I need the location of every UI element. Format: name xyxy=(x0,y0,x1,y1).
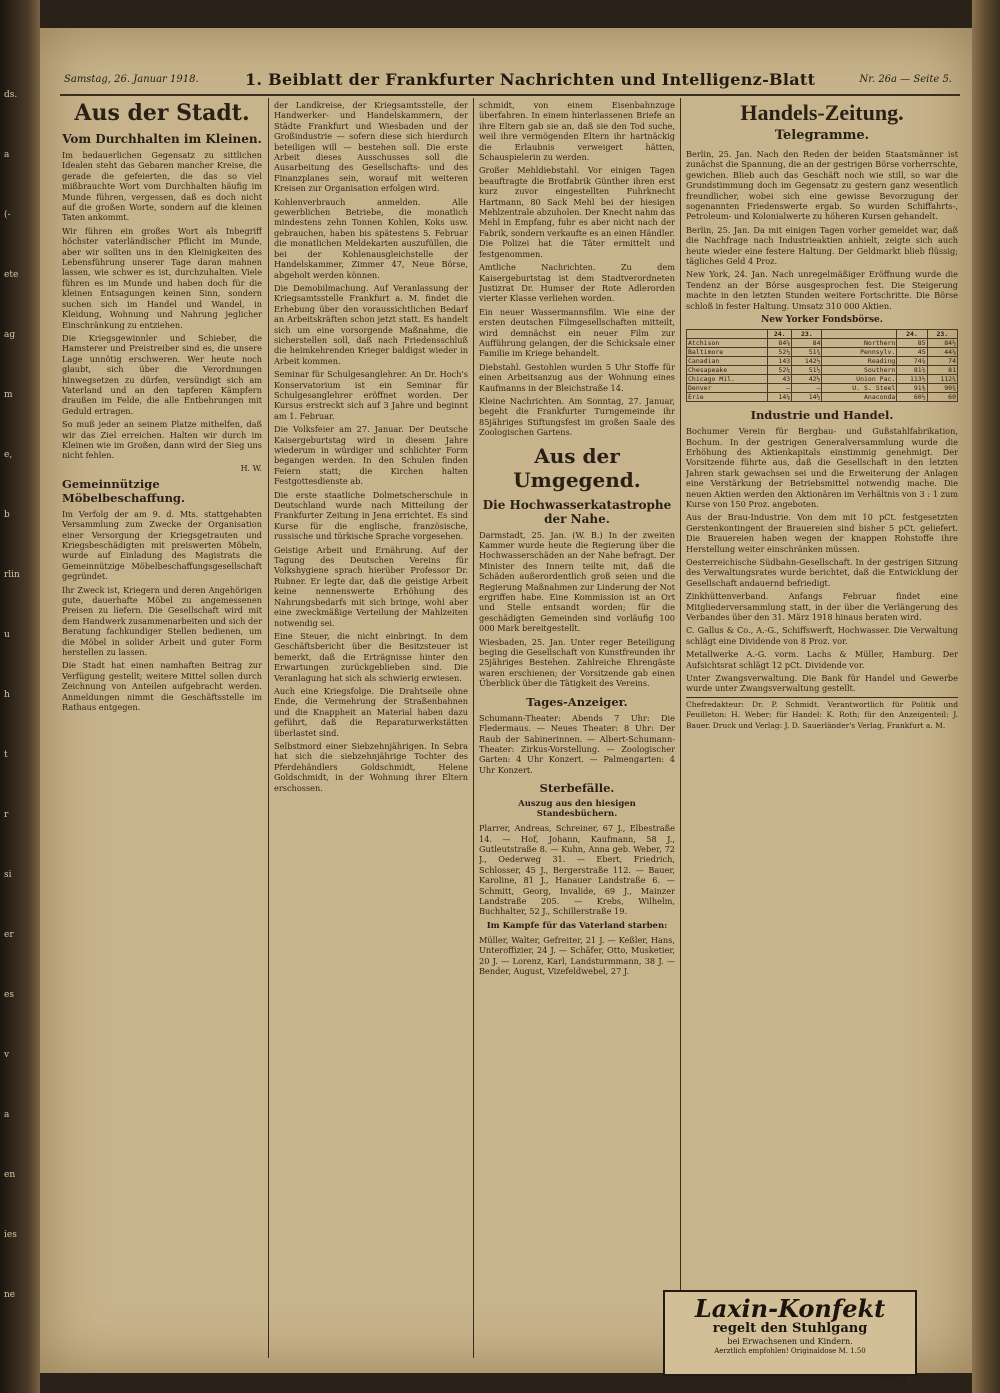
article-title: Vom Durchhalten im Kleinen. xyxy=(62,132,262,146)
article-paragraph: Diebstahl. Gestohlen wurden 5 Uhr Stoffe für einen Arbeitsanzug aus der Wohnung eines Kaufmanns in der Bleichstraße 14. xyxy=(479,361,675,393)
table-cell: Anaconda xyxy=(822,393,897,402)
gutter-fragment: b xyxy=(4,510,10,520)
table-cell: 91⅜ xyxy=(897,384,927,393)
table-cell: Union Pac. xyxy=(822,375,897,384)
gutter-fragment: v xyxy=(4,1050,10,1060)
article-paragraph: Zinkhüttenverband. Anfangs Februar findet eine Mitgliederversammlung statt, in der über die Verlängerung des Verbandes über den 31. März 1918 hinaus beraten wird. xyxy=(686,591,958,622)
table-header-cell xyxy=(687,330,768,339)
column-4 xyxy=(686,100,958,1310)
column-rule xyxy=(473,98,474,1358)
gutter-fragment: ag xyxy=(4,330,16,340)
article-paragraph: Die Stadt hat einen namhaften Beitrag zur Verfügung gestellt; weitere Mittel sollen durch Zeichnung von Anteilen aufgebracht werden. Anmeldungen nimmt die Geschäftsstelle im Rathaus entgegen. xyxy=(62,660,262,713)
section-title: Aus der Umgegend. xyxy=(513,443,641,492)
table-cell: Chicago Mil. xyxy=(687,375,768,384)
gutter-fragment: ies xyxy=(4,1230,17,1240)
binding-gutter xyxy=(0,0,40,1393)
table-cell: 44⅞ xyxy=(927,348,957,357)
listing-text: Plarrer, Andreas, Schreiner, 67 J., Elbestraße 14. — Hof, Johann, Kaufmann, 58 J., Gutleutstraße 8. — Kuhn, Anna geb. Weber, 72 J., Oederweg 31. — Ebert, Friedrich, Schlosser, 45 J., Bergerstraße 112. — Bauer, Karoline, 81 J., Hanauer Landstraße 6. — Schmitt, Georg, Invalide, 69 J., Mainzer Landstraße 205. — Krebs, Wilhelm, Buchhalter, 52 J., Schillerstraße 19. xyxy=(479,823,675,917)
section-title: Industrie und Handel. xyxy=(750,408,894,423)
table-header-row xyxy=(687,330,958,339)
gutter-fragment: ne xyxy=(4,1290,16,1300)
table-cell: — xyxy=(792,384,822,393)
gutter-fragment: u xyxy=(4,630,10,640)
page-header xyxy=(60,70,960,92)
table-cell: 52½ xyxy=(768,348,792,357)
gutter-fragment: rlin xyxy=(4,570,20,580)
table-header-cell: 24. xyxy=(897,330,927,339)
table-row xyxy=(687,375,958,384)
ad-text: Aerztlich empfohlen! Originaldose M. 1.50 xyxy=(714,1347,866,1355)
gutter-fragment: ds. xyxy=(4,90,18,100)
table-cell: 90¾ xyxy=(927,384,957,393)
table-cell: 51½ xyxy=(792,366,822,375)
table-header-cell xyxy=(822,330,897,339)
section-title: Aus der Stadt. xyxy=(74,100,250,126)
table-cell: U. S. Steel xyxy=(822,384,897,393)
page-edge xyxy=(972,0,1000,1393)
listing-text: Schumann-Theater: Abends 7 Uhr: Die Fledermaus. — Neues Theater: 8 Uhr: Der Raub der Sabinerinnen. — Albert-Schumann-Theater: Zirkus-Vorstellung. — Zoologischer Garten: 4 Uhr Konzert. — Palmengarten: 4 Uhr Konzert. xyxy=(479,712,675,775)
table-cell: 113½ xyxy=(897,375,927,384)
table-cell: 14½ xyxy=(792,393,822,402)
table-cell: 81 xyxy=(927,366,957,375)
table-row xyxy=(687,348,958,357)
gutter-fragment: (- xyxy=(4,210,11,220)
table-cell: 85 xyxy=(897,339,927,348)
table-row xyxy=(687,339,958,348)
article-paragraph: Wiesbaden, 25. Jan. Unter reger Beteiligung beging die Gesellschaft von Kunstfreunden ihr 25jähriges Bestehen. Zahlreiche Ehrengäste waren erschienen; der Vorsitzende gab einen Überblick über die Tätigkeit des Vereins. xyxy=(479,636,675,689)
newspaper-page xyxy=(40,28,972,1373)
article-paragraph: Die Volksfeier am 27. Januar. Der Deutsche Kaisergeburtstag wird in diesem Jahre wiederum in würdiger und schlichter Form begangen werden. In den Schulen finden Feiern statt; die Kirchen halten Festgottesdienste ab. xyxy=(274,424,468,487)
article-paragraph: der Landkreise, der Kriegsamtsstelle, der Handwerker- und Handelskammern, der Städte Frankfurt und Wiesbaden und der Großindustrie — sofern diese sich hierdurch beteiligen will — bestehen soll. Die erste Arbeit dieses Ausschusses soll die Ausarbeitung des Gesellschafts- und des Finanzplanes sein, worauf mit weiteren Kreisen zur Organisation erfolgen wird. xyxy=(274,100,468,194)
article-paragraph: Oesterreichische Südbahn-Gesellschaft. In der gestrigen Sitzung des Verwaltungsrates wurde berichtet, daß die Entwicklung der Gesellschaft andauernd befriedigt. xyxy=(686,556,958,588)
article-paragraph: Darmstadt, 25. Jan. (W. B.) In der zweiten Kammer wurde heute die Regierung über die Hochwasserschäden an der Nahe befragt. Der Minister des Innern teilte mit, daß die Schäden außerordentlich groß seien und die Regierung Maßnahmen zur Linderung der Not ergriffen habe. Eine Kommission ist an Ort und Stelle entsandt worden; für die geschädigten Gemeinden sind vorläufig 100 000 Mark bereitgestellt. xyxy=(479,529,675,634)
gutter-fragment: es xyxy=(4,990,14,1000)
table-cell: Erie xyxy=(687,393,768,402)
gutter-fragment: er xyxy=(4,930,14,940)
section-title: Handels-Zeitung. xyxy=(740,100,904,125)
article-paragraph: Geistige Arbeit und Ernährung. Auf der Tagung des Deutschen Vereins für Volkshygiene sprach hierüber Professor Dr. Rubner. Er legte dar, daß die geistige Arbeit keine nennenswerte Erhöhung des Nahrungsbedarfs mit sich bringe, wohl aber eine zweckmäßige Verteilung der Mahlzeiten notwendig sei. xyxy=(274,544,468,628)
column-2 xyxy=(274,100,468,1360)
table-cell: 14⅞ xyxy=(768,393,792,402)
table-body xyxy=(687,339,958,402)
table-cell: 74 xyxy=(927,357,957,366)
gutter-fragment: h xyxy=(4,690,10,700)
table-cell: 60 xyxy=(927,393,957,402)
ad-brand: Laxin-Konfekt xyxy=(694,1294,886,1323)
table-cell: Chesapeake xyxy=(687,366,768,375)
article-paragraph: New York, 24. Jan. Nach unregelmäßiger Eröffnung wurde die Tendenz an der Börse ausgesprochen fest. Die Steigerung machte in den letzten Stunden weitere Fortschritte. Die Börse schloß in fester Haltung. Umsatz 310 000 Aktien. xyxy=(686,269,958,311)
ad-text: bei Erwachsenen und Kindern. xyxy=(727,1337,853,1346)
table-cell: Reading xyxy=(822,357,897,366)
article-title: Die Hochwasserkatastrophe der Nahe. xyxy=(482,497,672,526)
table-cell: — xyxy=(768,384,792,393)
header-title: 1. Beiblatt der Frankfurter Nachrichten und Intelligenz-Blatt xyxy=(245,70,816,89)
imprint: Chefredakteur: Dr. P. Schmidt. Verantwortlich für Politik und Feuilleton: H. Weber; für Handel: K. Roth; für den Anzeigenteil: J. Bauer. Druck und Verlag: J. D. Sauerländer's Verlag, Frankfurt a. M. xyxy=(686,697,958,731)
table-row xyxy=(687,393,958,402)
gutter-fragment: en xyxy=(4,1170,16,1180)
article-paragraph: Aus der Brau-Industrie. Von dem mit 10 pCt. festgesetzten Gerstenkontingent der Brauereien sind bisher 5 pCt. geliefert. Die Brauereien haben wegen der knappen Rohstoffe ihre Herstellung weiter einschränken müssen. xyxy=(686,512,958,554)
gutter-fragment: t xyxy=(4,750,8,760)
table-cell: Denver xyxy=(687,384,768,393)
header-page-number: Nr. 26a — Seite 5. xyxy=(859,74,952,85)
table-cell: Baltimore xyxy=(687,348,768,357)
article-paragraph: Großer Mehldiebstahl. Vor einigen Tagen beauftragte die Brotfabrik Günther ihren erst kurz zuvor eingestellten Fuhrknecht Hartmann, 80 Sack Mehl bei der hiesigen Mehlzentrale abzuholen. Der Knecht nahm das Mehl in Empfang, fuhr es aber nicht nach der Fabrik, sondern verkaufte es an einen Händler. Die Polizei hat die Täter ermittelt und festgenommen. xyxy=(479,165,675,259)
article-paragraph: Amtliche Nachrichten. Zu dem Kaisergeburtstag ist dem Stadtverordneten Justizrat Dr. Humser der Rote Adlerorden vierter Klasse verliehen worden. xyxy=(479,262,675,304)
article-paragraph: Wir führen ein großes Wort als Inbegriff höchster vaterländischer Pflicht im Munde, aber wir sollten uns in den Kleinigkeiten des Lebensführung unserer Tage daran mahnen lassen, wie schwer es ist, durchzuhalten. Viele führen es im Munde und haben doch für die kleinen Entsagungen keinen Sinn, sondern suchen sich im Handel und Wandel, in Kleidung, Wohnung und Nahrung jeglicher Einschränkung zu entziehen. xyxy=(62,225,262,330)
listing-text: Müller, Walter, Gefreiter, 21 J. — Keßler, Hans, Unteroffizier, 24 J. — Schäfer, Otto, Musketier, 20 J. — Lorenz, Karl, Landsturmmann, 38 J. — Bender, August, Vizefeldwebel, 27 J. xyxy=(479,934,675,976)
gutter-fragment: a xyxy=(4,150,10,160)
article-paragraph: Die Kriegsgewinnler und Schieber, die Hamsterer und Preistreiber sind es, die unsere Lage unnötig erschweren. Wer heute noch glaubt, sich über die Verordnungen hinwegsetzen zu dürfen, versündigt sich am Vaterland und an den tapferen Kämpfern draußen im Felde, die alle Entbehrungen mit Geduld ertragen. xyxy=(62,332,262,416)
article-paragraph: Berlin, 25. Jan. Nach den Reden der beiden Staatsmänner ist zunächst die Spannung, die an der gestrigen Börse vorherrschte, gewichen. Blieb auch das Geschäft noch wie still, so war die Grundstimmung doch im Gegensatz zu gestern ganz wesentlich freundlicher, wobei sich eine gewisse Bevorzugung der sogenannten Friedenswerte ergab. So wurden Schiffahrts-, Petroleum- und Kolonialwerte zu höheren Kursen gehandelt. xyxy=(686,149,958,222)
table-cell: 143 xyxy=(768,357,792,366)
table-cell: 43 xyxy=(768,375,792,384)
table-cell: 45 xyxy=(897,348,927,357)
advertisement xyxy=(663,1290,917,1376)
table-cell: 52¼ xyxy=(768,366,792,375)
table-cell: 84⅝ xyxy=(768,339,792,348)
table-cell: Atchison xyxy=(687,339,768,348)
table-cell: Pennsylv. xyxy=(822,348,897,357)
gutter-fragment: ete xyxy=(4,270,19,280)
table-title: New Yorker Fondsbörse. xyxy=(761,315,883,326)
article-paragraph: Seminar für Schulgesanglehrer. An Dr. Hoch's Konservatorium ist ein Seminar für Schulgesanglehrer eröffnet worden. Der Kursus erstreckt sich auf 3 Jahre und beginnt am 1. Februar. xyxy=(274,369,468,421)
table-header-cell: 23. xyxy=(927,330,957,339)
gutter-fragment: si xyxy=(4,870,12,880)
table-row xyxy=(687,366,958,375)
table-cell: 60½ xyxy=(897,393,927,402)
article-title: Gemeinnützige Möbelbeschaffung. xyxy=(62,476,185,505)
ad-slogan: regelt den Stuhlgang xyxy=(712,1321,868,1336)
table-cell: 42½ xyxy=(792,375,822,384)
article-paragraph: Die erste staatliche Dolmetscherschule in Deutschland wurde nach Mitteilung der Frankfurter Zeitung in Jena errichtet. Es sind Kurse für die englische, französische, russische und türkische Sprache vorgesehen. xyxy=(274,489,468,542)
table-header-cell: 24. xyxy=(768,330,792,339)
section-subtitle: Telegramme. xyxy=(774,128,870,143)
article-paragraph: Ihr Zweck ist, Kriegern und deren Angehörigen gute, dauerhafte Möbel zu angemessenen Preisen zu liefern. Die Gesellschaft wird mit dem Handwerk zusammenarbeiten und sich der Beratung fachkundiger Stellen bedienen, um die Möbel in solider Arbeit und guter Form herstellen zu lassen. xyxy=(62,584,262,658)
table-cell: Northern xyxy=(822,339,897,348)
article-paragraph: C. Gallus & Co., A.-G., Schiffswerft, Hochwasser. Die Verwaltung schlägt eine Dividende von 8 Proz. vor. xyxy=(686,625,958,646)
article-paragraph: Im Verfolg der am 9. d. Mts. stattgehabten Versammlung zum Zwecke der Organisation einer Versorgung der Kriegsgetrauten und Kriegsbeschädigten mit preiswerten Möbeln, wurde auf Einladung des Magistrats die Gemeinnützige Möbelbeschaffungsgesellschaft gegründet. xyxy=(62,508,262,582)
article-paragraph: Unter Zwangsverwaltung. Die Bank für Handel und Gewerbe wurde unter Zwangsverwaltung gestellt. xyxy=(686,673,958,694)
header-date: Samstag, 26. Januar 1918. xyxy=(64,74,199,85)
article-paragraph: Ein neuer Wassermannsfilm. Wie eine der ersten deutschen Filmgesellschaften mitteilt, wird demnächst ein neuer Film zur Aufführung gelangen, der die Schicksale einer Familie im Kriege behandelt. xyxy=(479,306,675,359)
table-cell: 74⅞ xyxy=(897,357,927,366)
table-cell: 81⅝ xyxy=(897,366,927,375)
column-3 xyxy=(479,100,675,1360)
section-subtitle: Im Kampfe für das Vaterland starben: xyxy=(486,920,668,931)
table-row xyxy=(687,384,958,393)
header-rule xyxy=(60,94,960,96)
article-paragraph: Selbstmord einer Siebzehnjährigen. In Sebra hat sich die siebzehnjährige Tochter des Pferdehändlers Goldschmidt, Helene Goldschmidt, in der Wohnung ihrer Eltern erschossen. xyxy=(274,740,468,793)
gutter-fragment: e, xyxy=(4,450,13,460)
section-title: Sterbefälle. xyxy=(539,781,615,796)
table-cell: Southern xyxy=(822,366,897,375)
article-paragraph: schmidt, von einem Eisenbahnzuge überfahren. In einem hinterlassenen Briefe an ihre Eltern gab sie an, daß sie den Tod suche, weil ihre vermögenden Eltern ihr hartnäckig die Erlaubnis verweigert hätten, Schauspielerin zu werden. xyxy=(479,100,675,163)
article-paragraph: Auch eine Kriegsfolge. Die Drahtseile ohne Ende, die Vermehrung der Straßenbahnen und die Knappheit an Material haben dazu geführt, daß die Reparaturwerkstätten überlastet sind. xyxy=(274,685,468,738)
page-stamp: 00010 xyxy=(880,1375,906,1384)
article-paragraph: Eine Steuer, die nicht einbringt. In dem Geschäftsbericht über die Besitzsteuer ist bemerkt, daß die Erträgnisse hinter den Erwartungen zurückgeblieben sind. Die Veranlagung hat sich als schwierig erwiesen. xyxy=(274,630,468,683)
column-rule xyxy=(680,98,681,1358)
table-cell: 84 xyxy=(792,339,822,348)
article-paragraph: Berlin, 25. Jan. Da mit einigen Tagen vorher gemeldet war, daß die Nachfrage nach Industrieaktien anhielt, zeigte sich auch heute wieder eine festere Haltung. Der Geldmarkt blieb flüssig; tägliches Geld 4 Proz. xyxy=(686,224,958,267)
table-cell: 51¾ xyxy=(792,348,822,357)
market-table xyxy=(686,329,958,402)
article-paragraph: Die Demobilmachung. Auf Veranlassung der Kriegsamtsstelle Frankfurt a. M. findet die Erhebung über den voraussichtlichen Bedarf an Arbeitskräften schon jetzt statt. Es handelt sich um eine vorsorgende Maßnahme, die sicherstellen soll, daß nach Friedensschluß die heimkehrenden Krieger baldigst wieder in Arbeit kommen. xyxy=(274,282,468,366)
section-title: Tages-Anzeiger. xyxy=(526,694,628,709)
article-paragraph: Bochumer Verein für Bergbau- und Gußstahlfabrikation, Bochum. In der gestrigen Generalversammlung wurde die Erhöhung des Aktienkapitals einstimmig genehmigt. Der Vorsitzende führte aus, daß die Gesellschaft in den letzten Jahren stark gewachsen sei und die Erweiterung der Anlagen eine Verstärkung der Betriebsmittel notwendig mache. Die neuen Aktien werden den Aktionären im Verhältnis von 3 : 1 zum Kurse von 150 Proz. angeboten. xyxy=(686,426,958,509)
column-1 xyxy=(62,100,262,1360)
article-signature: H. W. xyxy=(240,463,262,473)
table-header-cell: 23. xyxy=(792,330,822,339)
column-rule xyxy=(268,98,269,1358)
gutter-fragment: a xyxy=(4,1110,10,1120)
table-cell: 142½ xyxy=(792,357,822,366)
table-cell: Canadian xyxy=(687,357,768,366)
table-row xyxy=(687,357,958,366)
table-cell: 84½ xyxy=(927,339,957,348)
gutter-fragment: m xyxy=(4,390,13,400)
article-paragraph: Kleine Nachrichten. Am Sonntag, 27. Januar, begeht die Frankfurter Turngemeinde ihr 85jähriges Stiftungsfest im großen Saale des Zoologischen Gartens. xyxy=(479,395,675,438)
article-paragraph: Kohlenverbrauch anmelden. Alle gewerblichen Betriebe, die monatlich mindestens zehn Tonnen Kohlen, Koks usw. gebrauchen, haben bis spätestens 5. Februar die monatlichen Meldekarten auszufüllen, die bei der Kohlenausgleichstelle der Handelskammer, Zimmer 47, Neue Börse, abgeholt werden können. xyxy=(274,196,468,280)
article-paragraph: So muß jeder an seinem Platze mithelfen, daß wir das Ziel erreichen. Halten wir durch im Kleinen wie im Großen, dann wird der Sieg uns nicht fehlen. xyxy=(62,419,262,461)
table-cell: 112¾ xyxy=(927,375,957,384)
article-paragraph: Im bedauerlichen Gegensatz zu sittlichen Idealen steht das Gebaren mancher Kreise, die gerade die gefeierten, die das so viel mißbrauchte Wort vom Durchhalten häufig im Munde führen, vergessen, daß es doch nicht auf die großen Worte, sondern auf die kleinen Taten ankommt. xyxy=(62,150,262,223)
article-paragraph: Metallwerke A.-G. vorm. Lachs & Müller, Hamburg. Der Aufsichtsrat schlägt 12 pCt. Dividende vor. xyxy=(686,649,958,670)
section-subtitle: Auszug aus den hiesigen Standesbüchern. xyxy=(518,799,636,820)
gutter-fragment: r xyxy=(4,810,9,820)
